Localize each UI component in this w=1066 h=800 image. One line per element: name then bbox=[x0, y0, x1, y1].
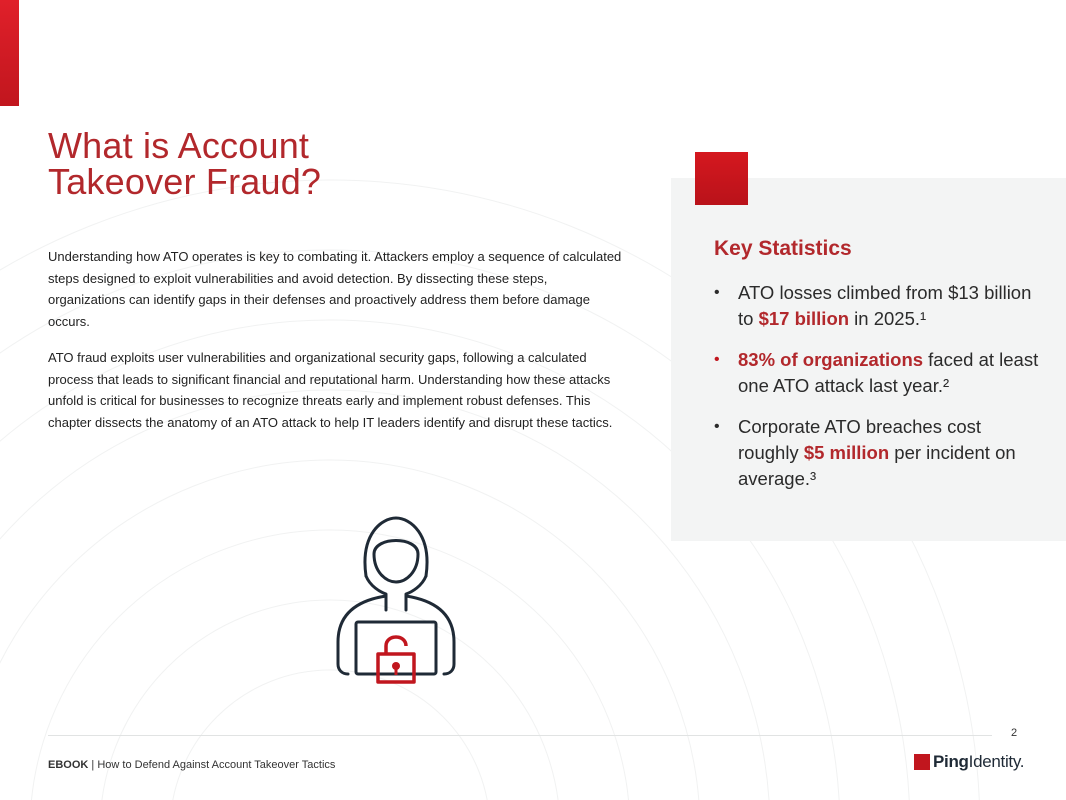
stat-highlight: 83% of organizations bbox=[738, 349, 924, 370]
ping-identity-logo bbox=[914, 752, 1024, 772]
stat-highlight: $5 million bbox=[803, 442, 890, 463]
footer-title bbox=[48, 759, 335, 771]
hooded-hacker-icon bbox=[330, 514, 462, 689]
accent-square bbox=[695, 152, 748, 205]
page-number: 2 bbox=[1011, 727, 1018, 739]
key-statistics-heading: Key Statistics bbox=[714, 237, 852, 260]
footer-divider bbox=[48, 735, 992, 736]
logo-text: PingIdentity. bbox=[933, 752, 1025, 771]
body-text bbox=[48, 246, 628, 448]
page-title bbox=[48, 125, 468, 202]
title-line-2: Takeover Fraud? bbox=[48, 161, 322, 202]
footer-doc-title: How to Defend Against Account Takeover Tactics bbox=[97, 759, 336, 771]
bullet-icon: • bbox=[714, 284, 720, 301]
ebook-label: EBOOK bbox=[48, 759, 89, 771]
stat-item: • Corporate ATO breaches cost roughly $5 million per incident on average.³ bbox=[714, 416, 1016, 489]
paragraph-2: ATO fraud exploits user vulnerabilities and organizational security gaps, following a calculated process that leads to significant financial and reputational harm. Understanding how these attacks unfold is critical for businesses to recognize threats early and implement robust defenses. This chapter dissects the anatomy of an ATO attack to help IT leaders identify and disrupt these tactics. bbox=[48, 350, 613, 430]
bullet-icon: • bbox=[714, 351, 720, 368]
logo-square-icon bbox=[914, 754, 930, 770]
stat-item: • ATO losses climbed from $13 billion to $17 billion in 2025.¹ bbox=[714, 282, 1032, 329]
key-statistics-list bbox=[714, 280, 1044, 507]
bullet-icon: • bbox=[714, 418, 720, 435]
stat-item: • 83% of organizations faced at least one ATO attack last year.² bbox=[714, 349, 1039, 396]
accent-bar bbox=[0, 0, 19, 106]
stat-highlight: $17 billion bbox=[758, 308, 850, 329]
title-line-1: What is Account bbox=[48, 125, 310, 166]
paragraph-1: Understanding how ATO operates is key to combating it. Attackers employ a sequence of calculated steps designed to exploit vulnerabilities and avoid detection. By dissecting these steps, organizations can identify gaps in their defenses and proactively address them before damage occurs. bbox=[48, 249, 622, 329]
footer-separator: | bbox=[88, 759, 98, 771]
